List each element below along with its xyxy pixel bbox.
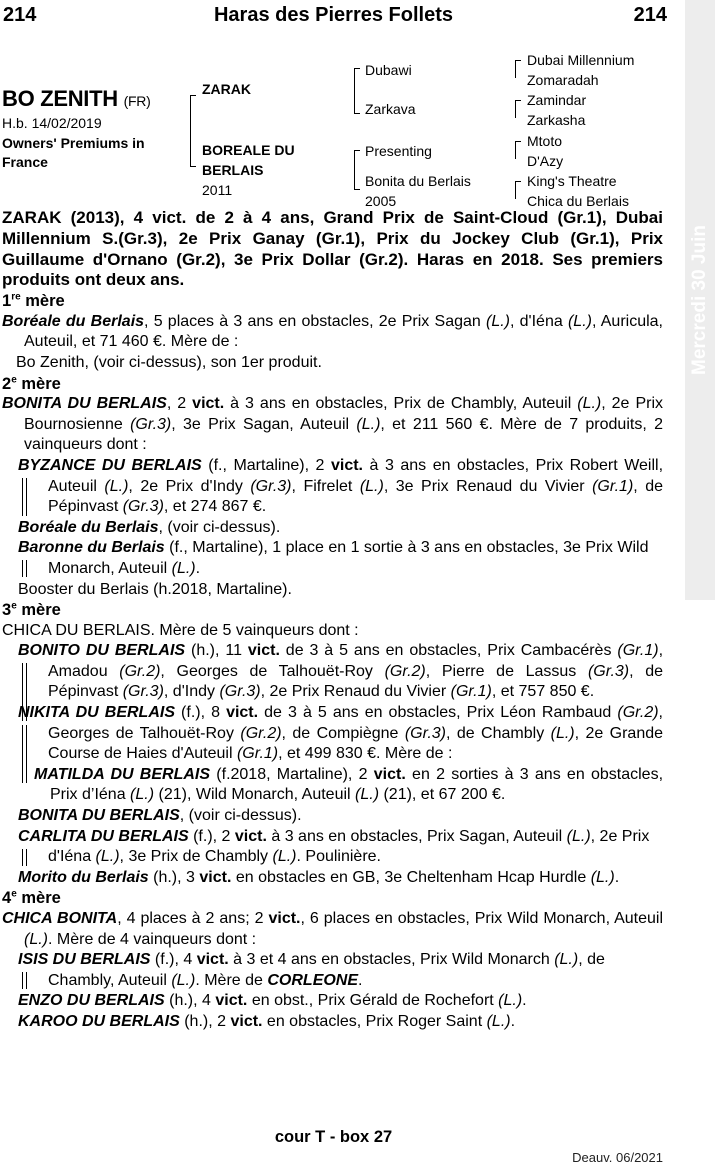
vict-label: vict. [199,868,232,886]
text-run: . [614,868,620,886]
text-run: , 2e Grande Course de Haies d'Auteuil [48,724,664,763]
dam4-name: CHICA BONITA [2,910,118,927]
pedigree-bracket-sire [354,68,360,114]
text-run: à 3 et 4 ans en obstacles, Prix Wild Monarch [228,951,555,969]
karoo-name: KAROO DU BERLAIS [18,1012,180,1030]
section-word: mère [21,374,61,393]
pedigree-sds: Zamindar [527,92,587,108]
text-run: . Mère de 4 vainqueurs dont : [48,930,257,948]
race-grade: (Gr.2) [240,724,282,742]
race-grade: (L.) [171,559,196,577]
continuation-bars [22,972,27,989]
section-word: mère [21,601,61,620]
vict-label: vict. [330,456,363,474]
text-run: , et 211 560 €. Mère de 7 produits, 2 vainqueurs dont : [24,415,663,454]
section-sup: e [11,374,17,386]
race-grade: (Gr.3) [587,662,630,680]
text-run: , 2e Prix Renaud du Vivier [260,683,451,701]
pedigree-dss: Mtoto [527,133,563,149]
section-fourth-dam [2,888,663,909]
race-grade: (Gr.3) [122,683,164,701]
text-run: , 2e Prix Bournosienne [24,395,663,433]
race-grade: (L.) [486,1012,511,1030]
text-run: . [195,559,201,577]
race-grade: (Gr.1) [617,642,659,660]
bonito-name: BONITO DU BERLAIS [18,642,186,660]
text-run: . [522,992,527,1010]
race-grade: (Gr.3) [250,477,292,495]
byzance-name: BYZANCE DU BERLAIS [18,456,202,474]
dam4-entry [2,909,663,950]
text-run: à 3 ans en obstacles, Prix Robert Weill, Auteuil [48,456,664,495]
text-run: (f., Martaline), 1 place en 1 sortie à 3 ans en obstacles, 3e Prix Wild Monarch, Auteuil [48,539,649,577]
text-run: (h.), 2 [179,1012,231,1030]
text-run: , (voir ci-dessus). [158,518,281,536]
owners-premiums: Owners' Premiums in France [2,135,145,170]
vict-label: vict. [268,910,301,927]
text-run: , 2e Prix d'Indy [128,477,251,495]
bonita-ref-entry [2,806,663,827]
continuation-bars [22,725,27,783]
text-run: , (voir ci-dessus). [179,807,302,825]
progeny-byzance [2,456,663,518]
progeny-baronne [2,538,663,579]
continuation-bars [22,849,27,866]
vict-label: vict. [215,992,248,1010]
pedigree-sdd: Zarkasha [527,112,586,128]
text-run: , Amadou [48,642,664,680]
progeny-carlita [2,827,663,868]
race-grade: (L.) [24,930,48,948]
text-run: (h.), 4 [164,992,216,1010]
race-grade: (Gr.2) [617,704,659,722]
text-run: à 3 ans en obstacles, Prix de Chambly, Auteuil [224,395,578,413]
isis-entry [2,950,663,991]
byzance-entry [2,456,663,518]
vict-label: vict. [226,704,259,722]
enzo-name: ENZO DU BERLAIS [18,992,165,1010]
pedigree-sss: Dubai Millennium [527,52,635,68]
pedigree-bracket-dam [354,150,360,190]
text-run: , 3e Prix de Chambly [119,848,273,866]
text-run: (f.), 4 [150,951,197,969]
side-date-tab [685,0,715,600]
race-grade: (L.) [498,992,523,1010]
bonita-ref-name: BONITA DU BERLAIS [18,807,180,825]
text-run: . Poulinière. [296,848,381,866]
boreale-entry [2,518,663,539]
text-run: , Georges de Talhouët-Roy [160,662,385,680]
lot-number-left: 214 [3,4,37,26]
text-run: , 5 places à 3 ans en obstacles, 2e Prix Sagan [144,312,486,330]
text-run: en 2 sorties à 3 ans en obstacles, Prix d’Iéna [50,765,664,804]
text-run: , et 757 850 €. [491,683,595,701]
section-number: 1 [2,292,12,311]
isis-child-name: CORLEONE [267,971,359,989]
pedigree-bracket-sd [515,100,521,118]
section-word: mère [25,292,65,311]
pedigree-dam-line2: BERLAIS [202,162,264,178]
text-run: , Auricula, Auteuil, et 71 460 €. Mère de : [24,312,663,351]
lot-number-right: 214 [633,4,667,26]
race-grade: (L.) [356,415,381,433]
nikita-name: NIKITA DU BERLAIS [18,704,175,722]
karoo-entry [2,1012,663,1033]
pedigree-dam-year: 2011 [202,182,233,198]
section-number: 4 [2,889,12,908]
race-grade: (L.) [567,312,592,330]
pedigree-sd: Zarkava [365,101,416,117]
pedigree-ddd: Chica du Berlais [527,193,629,209]
sale-reference: Deauv. 06/2021 [572,1150,663,1165]
section-number: 2 [2,374,12,393]
pedigree-dd: Bonita du Berlais [365,173,471,189]
race-grade: (L.) [359,477,384,495]
text-run: (h.), 11 [185,642,248,660]
dam2-name: BONITA DU BERLAIS [2,395,167,413]
pedigree-dd-year: 2005 [365,193,397,209]
progeny-isis [2,950,663,991]
morito-entry [2,868,663,889]
text-run: à 3 ans en obstacles, Prix Sagan, Auteuil [266,827,567,845]
text-run: en obstacles, Prix Roger Saint [262,1012,487,1030]
pedigree-bracket-main [190,95,196,167]
vict-label: vict. [247,642,280,660]
race-grade: (Gr.3) [122,498,164,516]
race-grade: (Gr.1) [236,745,279,763]
continuation-bars [22,560,27,577]
race-grade: (Gr.1) [592,477,634,495]
text-run: , de Chambly [446,724,551,742]
vict-label: vict. [192,395,225,413]
dam2-entry [2,394,663,456]
pedigree-bracket-dd [515,181,521,199]
vict-label: vict. [230,1012,263,1030]
text-run: (21), et 67 200 €. [379,786,506,804]
text-run: , 3e Prix Renaud du Vivier [383,477,593,495]
section-number: 3 [2,601,12,620]
pedigree-sire: ZARAK [202,81,251,97]
text-run: , Pierre de Lassus [425,662,588,680]
race-grade: (Gr.3) [130,415,172,433]
race-grade: (L.) [104,477,129,495]
race-grade: (L.) [355,786,380,804]
race-grade: (L.) [95,848,120,866]
isis-name: ISIS DU BERLAIS [18,951,151,969]
text-run: , de Compiègne [281,724,405,742]
text-run: , d'Indy [163,683,220,701]
dam1-produce: Bo Zenith, (voir ci-dessus), son 1er produit. [16,353,322,371]
text-run: (21), Wild Monarch, Auteuil [154,786,356,804]
text-run: , d'Iéna [510,312,568,330]
booster-entry: Booster du Berlais (h.2018, Martaline). [18,580,292,598]
matilda-entry [2,765,663,806]
sire-paragraph: ZARAK (2013), 4 vict. de 2 à 4 ans, Grand Prix de Saint-Cloud (Gr.1), Dubai Millennium S.(Gr.3), 2e Prix Ganay (Gr.1), Prix du Jockey Club (Gr.1), Prix Guillaume d'Ornano (Gr.2), 3e Prix Dollar (Gr.2). Haras en 2018. Ses premiers produits ont deux ans. [2,208,663,290]
matilda-name: MATILDA DU BERLAIS [34,765,211,783]
race-grade: (L.) [272,848,297,866]
text-run: , de Pépinvast [48,662,664,701]
pedigree-dam-line1: BOREALE DU [202,142,295,158]
text-run: . [358,971,363,989]
section-word: mère [21,889,61,908]
race-grade: (Gr.3) [404,724,447,742]
carlita-name: CARLITA DU BERLAIS [18,827,189,845]
text-run: de 3 à 5 ans en obstacles, Prix Cambacérès [279,642,618,660]
carlita-entry [2,827,663,868]
text-run: , 6 places en obstacles, Prix Wild Monarch, Auteuil [300,910,664,927]
pedigree-dsd: D'Azy [527,153,564,169]
dam3-intro: CHICA DU BERLAIS. Mère de 5 vainqueurs dont : [2,621,359,639]
race-grade: (L.) [566,827,591,845]
race-grade: (Gr.2) [119,662,161,680]
pedigree-ssd: Zomaradah [527,72,599,88]
vict-label: vict. [234,827,267,845]
section-sup: re [11,291,21,303]
horse-birth: H.b. 14/02/2019 [2,115,102,131]
text-run: . [510,1012,516,1030]
race-grade: (L.) [577,395,602,413]
race-grade: (L.) [554,951,579,969]
horse-origin: (FR) [123,93,151,109]
text-run: , et 274 867 €. [163,498,267,516]
race-grade: (L.) [171,971,196,989]
text-run: de 3 à 5 ans en obstacles, Prix Léon Rambaud [258,704,618,722]
pedigree-ss: Dubawi [365,62,412,78]
text-run: (f.), 8 [175,704,227,722]
text-run: , 2 [166,395,193,413]
race-grade: (L.) [486,312,510,330]
race-grade: (Gr.2) [384,662,426,680]
text-run: , et 499 830 €. Mère de : [278,745,453,763]
baronne-entry [2,538,663,579]
text-run: , Fifrelet [291,477,360,495]
text-run: , 3e Prix Sagan, Auteuil [171,415,357,433]
race-grade: (L.) [550,724,575,742]
morito-name: Morito du Berlais [18,868,149,886]
page-title: Haras des Pierres Follets [213,4,453,26]
text-run: en obstacles en GB, 3e Cheltenham Hcap Hurdle [231,868,591,886]
nikita-entry [2,703,663,765]
race-grade: (L.) [130,786,155,804]
dam1-name: Boréale du Berlais [2,312,145,330]
enzo-entry [2,991,663,1012]
text-run: (f.), 2 [188,827,235,845]
vict-label: vict. [196,951,229,969]
section-first-dam [2,291,663,312]
stable-location: cour T - box 27 [274,1128,393,1146]
progeny-bonito [2,641,663,703]
section-sup: e [11,600,17,612]
race-grade: (L.) [590,868,615,886]
section-third-dam [2,600,663,621]
section-sup: e [11,888,17,900]
text-run: , 2e Prix d'Iéna [48,827,650,866]
pedigree-ds: Presenting [365,143,432,159]
pedigree-dds: King's Theatre [527,173,617,189]
bonito-entry [2,641,663,703]
boreale-name: Boréale du Berlais [18,518,159,536]
text-run: . Mère de [195,971,268,989]
text-run: , 4 places à 2 ans; 2 [117,910,269,927]
section-second-dam [2,374,663,395]
vict-label: vict. [373,765,406,783]
pedigree-bracket-ds [515,141,521,159]
pedigree-bracket-ss [515,60,521,78]
horse-name-text: BO ZENITH [2,86,118,111]
progeny-nikita [2,703,663,765]
continuation-bars [22,478,27,516]
text-run: , de Pépinvast [48,477,664,516]
baronne-name: Baronne du Berlais [18,539,165,557]
text-run: (f., Martaline), 2 [201,456,331,474]
race-grade: (Gr.3) [219,683,261,701]
side-date-label: Mercredi 30 Juin [689,225,710,375]
horse-name [2,86,150,112]
text-run: , de Chambly, Auteuil [48,951,605,989]
text-run: , Georges de Talhouët-Roy [48,704,663,742]
pedigree-details [2,208,663,1033]
dam1-entry [2,312,663,353]
text-run: (h.), 3 [148,868,200,886]
text-run: (f.2018, Martaline), 2 [210,765,374,783]
text-run: en obst., Prix Gérald de Rochefort [247,992,499,1010]
race-grade: (Gr.1) [450,683,492,701]
